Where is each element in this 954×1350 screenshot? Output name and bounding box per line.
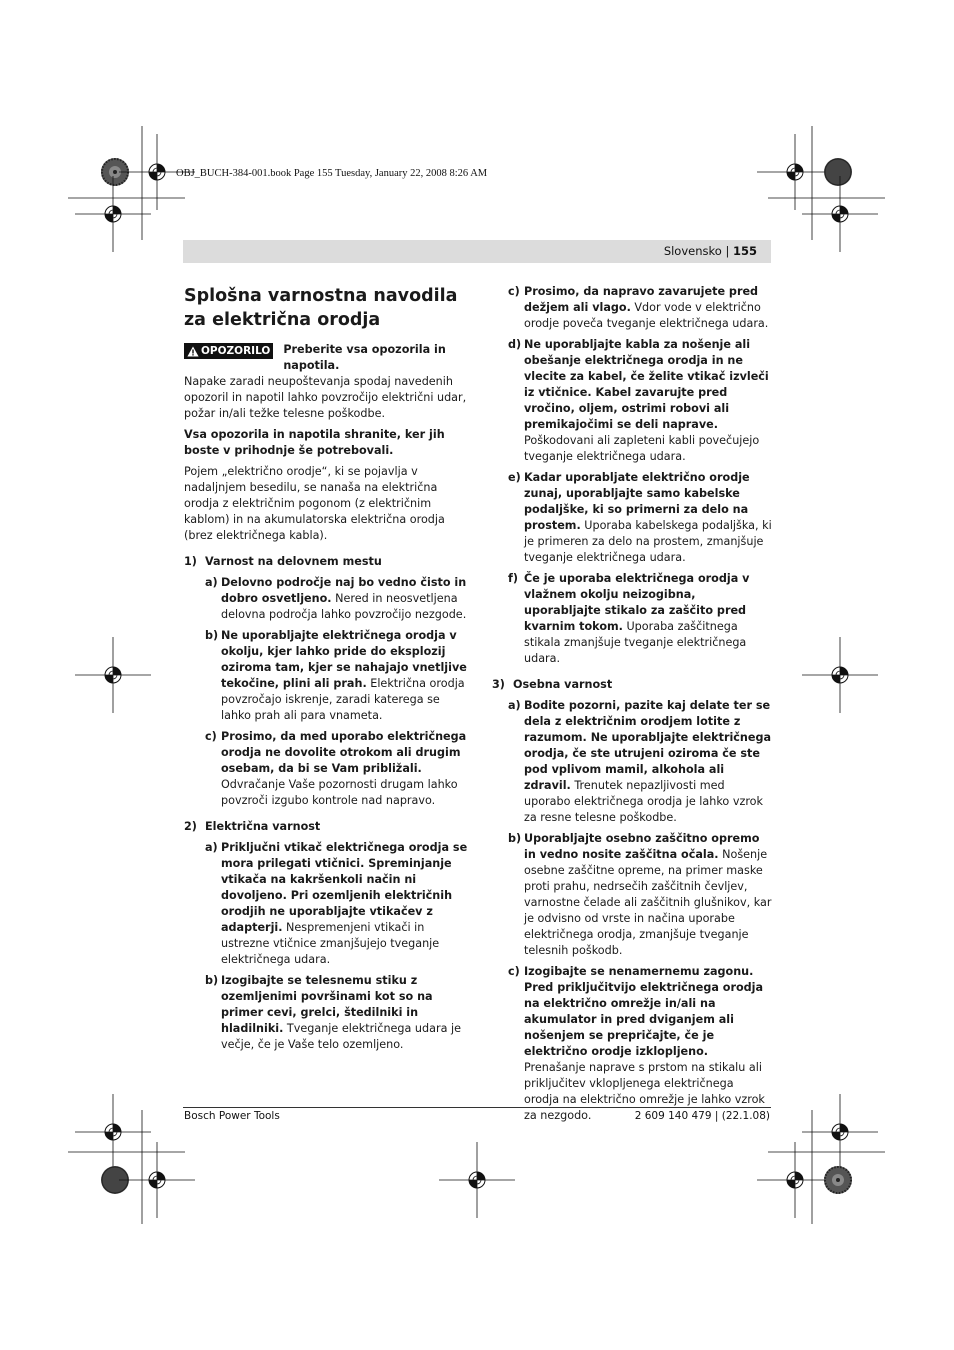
list-item: [205, 840, 468, 968]
item-body: Nespremenjeni vtikači in ustrezne vtičnice zmanjšujejo tveganje električnega udara.: [221, 921, 440, 966]
item-body: Poškodovani ali zapleteni kabli povečujejo tveganje električnega udara.: [524, 434, 760, 463]
print-header: OBJ_BUCH-384-001.book Page 155 Tuesday, January 22, 2008 8:26 AM: [176, 168, 488, 179]
item-bold: Prosimo, da napravo zavarujete pred dežjem ali vlago.: [524, 285, 759, 314]
item-body: Nošenje osebne zaščitne opreme, na primer maske proti prahu, nedrsečih zaščitnih čevljev, varnostne čelade ali zaščitnih glušnikov, kar je odvisno od vrste in načina uporabe električnega orodja, zmanjšuje tveganje telesnih poškodb.: [524, 848, 772, 957]
item-marker: b): [508, 832, 522, 845]
section-title: Osebna varnost: [513, 678, 613, 691]
item-body: Odvračanje Vaše pozornosti drugam lahko povzroči izgubo kontrole nad napravo.: [221, 778, 458, 807]
list-item: [508, 698, 772, 826]
item-marker: a): [205, 576, 218, 589]
header-separator: |: [721, 244, 733, 258]
warning-triangle-icon: [187, 346, 199, 357]
page-header-band: [183, 240, 771, 263]
section-number: 2): [184, 820, 197, 833]
warning-text: Napake zaradi neupoštevanja spodaj navedenih opozoril in napotil lahko povzročijo električni udar, požar in/ali težke telesne poškodbe.: [184, 375, 467, 420]
list-item: [508, 337, 772, 465]
item-body: Uporaba zaščitnega stikala zmanjšuje tveganje električnega udara.: [524, 620, 747, 665]
warning-bold: Preberite vsa opozorila in napotila.: [283, 343, 446, 372]
item-body: Prenašanje naprave s prstom na stikalu ali priključitev vklopljenega električnega orodja na električno omrežje je lahko vzrok za nezgodo.: [524, 1061, 765, 1122]
item-marker: e): [508, 471, 521, 484]
item-text: [524, 337, 772, 465]
footer-brand: Bosch Power Tools: [184, 1110, 280, 1122]
item-bold: Priključni vtikač električnega orodja se mora prilegati vtičnici. Spreminjanje vtikača na kakršenkoli način ni dovoljeno. Pri ozemljenih električnih orodjih ne uporabljajte vtikačev z adapterji.: [221, 841, 468, 934]
section-title: Električna varnost: [205, 820, 321, 833]
item-bold: Prosimo, da med uporabo električnega orodja ne dovolite otrokom ali drugim osebam, da bi se Vam približali.: [221, 730, 467, 775]
item-body: Uporaba kabelskega podaljška, ki je primeren za delo na prostem, zmanjšuje tveganje električnega udara.: [524, 519, 772, 564]
item-text: [524, 571, 772, 667]
list-item: [205, 575, 468, 623]
list-item: [508, 831, 772, 959]
item-marker: c): [508, 965, 520, 978]
item-text: [524, 470, 772, 566]
list-item: [508, 571, 772, 667]
page-header: [664, 244, 757, 258]
item-text: [221, 628, 468, 724]
item-text: [221, 575, 468, 623]
item-body: Električna orodja povzročajo iskrenje, zaradi katerega se lahko prah ali para vnameta.: [221, 677, 465, 722]
page-title: Splošna varnostna navodila za električna orodja: [184, 286, 458, 330]
item-marker: b): [205, 629, 219, 642]
item-text: [221, 973, 468, 1053]
item-body: Nered in neosvetljena delovna področja lahko povzročijo nezgode.: [221, 592, 467, 621]
list-item: [508, 470, 772, 566]
item-marker: c): [205, 730, 217, 743]
item-text: [221, 840, 468, 968]
item-body: Vdor vode v električno orodje poveča tveganje električnega udara.: [524, 301, 769, 330]
list-item: [205, 729, 468, 809]
item-bold: Bodite pozorni, pazite kaj delate ter se dela z električnim orodjem lotite z razumom. Ne uporabljajte električnega orodja, če ste utrujeni oziroma če ste pod vplivom mamil, alkohola ali zdravil.: [524, 699, 772, 792]
item-text: [524, 831, 772, 959]
list-item: [508, 964, 772, 1124]
warning-lead: [283, 342, 468, 374]
item-text: [524, 284, 772, 332]
section-heading: [492, 677, 772, 693]
keep-note: [184, 427, 468, 459]
keep-note-text: Vsa opozorila in napotila shranite, ker jih boste v prihodnje še potrebovali.: [184, 428, 445, 457]
footer-docnumber: 2 609 140 479 | (22.1.08): [634, 1110, 770, 1122]
warning-badge-label: OPOZORILO: [201, 345, 271, 357]
item-bold: Uporabljajte osebno zaščitno opremo in vedno nosite zaščitna očala.: [524, 832, 760, 861]
section-title: Varnost na delovnem mestu: [205, 555, 382, 568]
section-number: 3): [492, 678, 505, 691]
item-marker: f): [508, 572, 518, 585]
item-bold: Izogibajte se nenamernemu zagonu. Pred priključitvijo električnega orodja na električno omrežje in/ali na akumulator in pred dviganjem ali nošenjem se prepričajte, če je električno orodje izklopljeno.: [524, 965, 764, 1058]
item-marker: c): [508, 285, 520, 298]
item-text: [524, 698, 772, 826]
item-bold: Ne uporabljajte električnega orodja v okolju, kjer lahko pride do eksplozij oziroma tam, kjer se nahajajo vnetljive tekočine, plini ali prah.: [221, 629, 467, 690]
item-body: Trenutek nepazljivosti med uporabo električnega orodja je lahko vzrok za resne telesne poškodbe.: [524, 779, 763, 824]
item-marker: d): [508, 338, 522, 351]
section-heading: [184, 554, 468, 570]
item-marker: b): [205, 974, 219, 987]
item-marker: a): [205, 841, 218, 854]
warning-badge: [184, 343, 273, 359]
right-column: [492, 284, 772, 1129]
item-text: [221, 729, 468, 809]
item-bold: Izogibajte se telesnemu stiku z ozemljenimi površinami kot so na primer cevi, grelci, štedilniki in hladilniki.: [221, 974, 433, 1035]
section-number: 1): [184, 555, 197, 568]
page-number: 155: [732, 244, 757, 258]
left-column: [184, 284, 468, 1058]
footer-divider: [183, 1107, 771, 1108]
item-bold: Če je uporaba električnega orodja v vlažnem okolju neizogibna, uporabljajte stikalo za zaščito pred kvarnim tokom.: [524, 572, 750, 633]
warning-block: [184, 342, 468, 374]
list-item: [205, 628, 468, 724]
item-body: Tveganje električnega udara je večje, če je Vaše telo ozemljeno.: [221, 1022, 461, 1051]
section-heading: [184, 819, 468, 835]
item-marker: a): [508, 699, 521, 712]
item-bold: Kadar uporabljate električno orodje zunaj, uporabljajte samo kabelske podaljške, ki so primerni za delo na prostem.: [524, 471, 750, 532]
list-item: [205, 973, 468, 1053]
item-text: [524, 964, 772, 1124]
header-language: Slovensko: [663, 244, 722, 258]
list-item: [508, 284, 772, 332]
item-bold: Ne uporabljajte kabla za nošenje ali obešanje električnega orodja in ne vlecite za kabel, če želite vtikač izvleči iz vtičnice. Kabel zavarujte pred vročino, oljem, ostrimi robovi ali premikajočimi se deli naprave.: [524, 338, 769, 431]
item-bold: Delovno področje naj bo vedno čisto in dobro osvetljeno.: [221, 576, 467, 605]
definition: Pojem „električno orodje“, ki se pojavlja v nadaljnjem besedilu, se nanaša na električna orodja z električnim pogonom (z električnim kablom) in na akumulatorska električna orodja (brez električnega kabla).: [184, 465, 445, 542]
